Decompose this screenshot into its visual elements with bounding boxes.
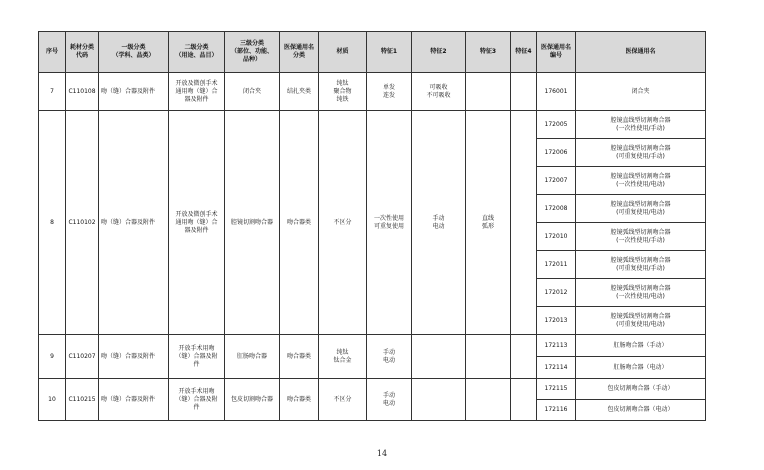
cell-level1: 吻（缝）合器及附件 (99, 335, 169, 379)
cell-generic-category: 结扎夹类 (280, 73, 319, 111)
cell-feature3: 直线 弧形 (466, 111, 511, 335)
cell-code: C110215 (66, 379, 99, 421)
cell-feature3 (466, 335, 511, 379)
cell-generic-code: 172006 (537, 139, 576, 167)
cell-generic-code: 172114 (537, 357, 576, 379)
table-row (39, 111, 706, 139)
cell-generic-category: 吻合器类 (280, 335, 319, 379)
cell-feature4 (511, 73, 537, 111)
cell-material: 纯钛 聚合物 纯铁 (319, 73, 367, 111)
cell-seq: 10 (39, 379, 66, 421)
cell-generic-code: 172013 (537, 307, 576, 335)
header-level2: 二级分类 （用途、品目） (169, 32, 225, 73)
cell-feature3 (466, 379, 511, 421)
cell-seq: 7 (39, 73, 66, 111)
cell-generic-code: 172008 (537, 195, 576, 223)
cell-feature3 (466, 73, 511, 111)
page-number: 14 (376, 449, 388, 458)
cell-feature2 (412, 379, 466, 421)
cell-generic-code: 172113 (537, 335, 576, 357)
cell-generic-code: 172005 (537, 111, 576, 139)
cell-level2: 开放及微创手术 通用吻（缝）合 器及附件 (169, 73, 225, 111)
cell-generic-name: 包皮切割吻合器（手动） (576, 379, 706, 400)
cell-generic-code: 172012 (537, 279, 576, 307)
cell-generic-code: 172007 (537, 167, 576, 195)
header-generic-name: 医保通用名 (576, 32, 706, 73)
cell-feature1: 一次性使用 可重复使用 (367, 111, 412, 335)
cell-generic-code: 172010 (537, 223, 576, 251)
cell-code: C110207 (66, 335, 99, 379)
cell-generic-category: 吻合器类 (280, 111, 319, 335)
header-material: 材质 (319, 32, 367, 73)
cell-level1: 吻（缝）合器及附件 (99, 379, 169, 421)
cell-level1: 吻（缝）合器及附件 (99, 111, 169, 335)
header-generic-category: 医保通用名 分类 (280, 32, 319, 73)
cell-feature4 (511, 111, 537, 335)
cell-code: C110102 (66, 111, 99, 335)
cell-feature1: 手动 电动 (367, 335, 412, 379)
header-feature1: 特征1 (367, 32, 412, 73)
cell-generic-name: 腔镜直线型切割吻合器 (可重复使用/电动) (576, 195, 706, 223)
cell-level2: 开放及微创手术 通用吻（缝）合 器及附件 (169, 111, 225, 335)
cell-material: 不区分 (319, 111, 367, 335)
cell-generic-name: 肛肠吻合器（手动） (576, 335, 706, 357)
header-feature3: 特征3 (466, 32, 511, 73)
cell-seq: 8 (39, 111, 66, 335)
cell-generic-name: 闭合夹 (576, 73, 706, 111)
cell-level2: 开放手术用吻 （缝）合器及附 件 (169, 379, 225, 421)
cell-generic-code: 172116 (537, 400, 576, 421)
cell-generic-name: 肛肠吻合器（电动） (576, 357, 706, 379)
cell-generic-name: 腔镜直线型切割吻合器 (一次性使用/手动) (576, 111, 706, 139)
cell-level1: 吻（缝）合器及附件 (99, 73, 169, 111)
cell-seq: 9 (39, 335, 66, 379)
header-level1: 一级分类 （学科、品类） (99, 32, 169, 73)
header-feature4: 特征4 (511, 32, 537, 73)
cell-generic-code: 172011 (537, 251, 576, 279)
cell-feature2: 可吸收 不可吸收 (412, 73, 466, 111)
cell-feature4 (511, 379, 537, 421)
cell-generic-name: 腔镜弧线型切割吻合器 (可重复使用/手动) (576, 251, 706, 279)
cell-level3: 闭合夹 (225, 73, 280, 111)
table-row (39, 379, 706, 400)
consumables-catalog-table (38, 31, 706, 421)
table-row (39, 335, 706, 357)
header-feature2: 特征2 (412, 32, 466, 73)
cell-generic-code: 172115 (537, 379, 576, 400)
cell-level3: 包皮切割吻合器 (225, 379, 280, 421)
cell-feature1: 单发 连发 (367, 73, 412, 111)
cell-generic-name: 腔镜弧线型切割吻合器 (一次性使用/电动) (576, 279, 706, 307)
cell-level2: 开放手术用吻 （缝）合器及附 件 (169, 335, 225, 379)
cell-feature1: 手动 电动 (367, 379, 412, 421)
header-level3: 三级分类 （部位、功能、 品种） (225, 32, 280, 73)
cell-generic-code: 176001 (537, 73, 576, 111)
cell-generic-name: 腔镜弧线型切割吻合器 (一次性使用/手动) (576, 223, 706, 251)
cell-generic-name: 包皮切割吻合器（电动） (576, 400, 706, 421)
cell-feature2: 手动 电动 (412, 111, 466, 335)
header-code: 耗材分类 代码 (66, 32, 99, 73)
cell-generic-name: 腔镜弧线型切割吻合器 (可重复使用/电动) (576, 307, 706, 335)
cell-material: 不区分 (319, 379, 367, 421)
cell-code: C110108 (66, 73, 99, 111)
cell-feature2 (412, 335, 466, 379)
cell-generic-name: 腔镜直线型切割吻合器 (一次性使用/电动) (576, 167, 706, 195)
table-row (39, 73, 706, 111)
cell-level3: 肛肠吻合器 (225, 335, 280, 379)
header-row (39, 32, 706, 73)
cell-generic-category: 吻合器类 (280, 379, 319, 421)
cell-feature4 (511, 335, 537, 379)
cell-material: 纯钛 钛合金 (319, 335, 367, 379)
cell-generic-name: 腔镜直线型切割吻合器 (可重复使用/手动) (576, 139, 706, 167)
header-generic-code: 医保通用名 编号 (537, 32, 576, 73)
header-seq: 序号 (39, 32, 66, 73)
cell-level3: 腔镜切割吻合器 (225, 111, 280, 335)
